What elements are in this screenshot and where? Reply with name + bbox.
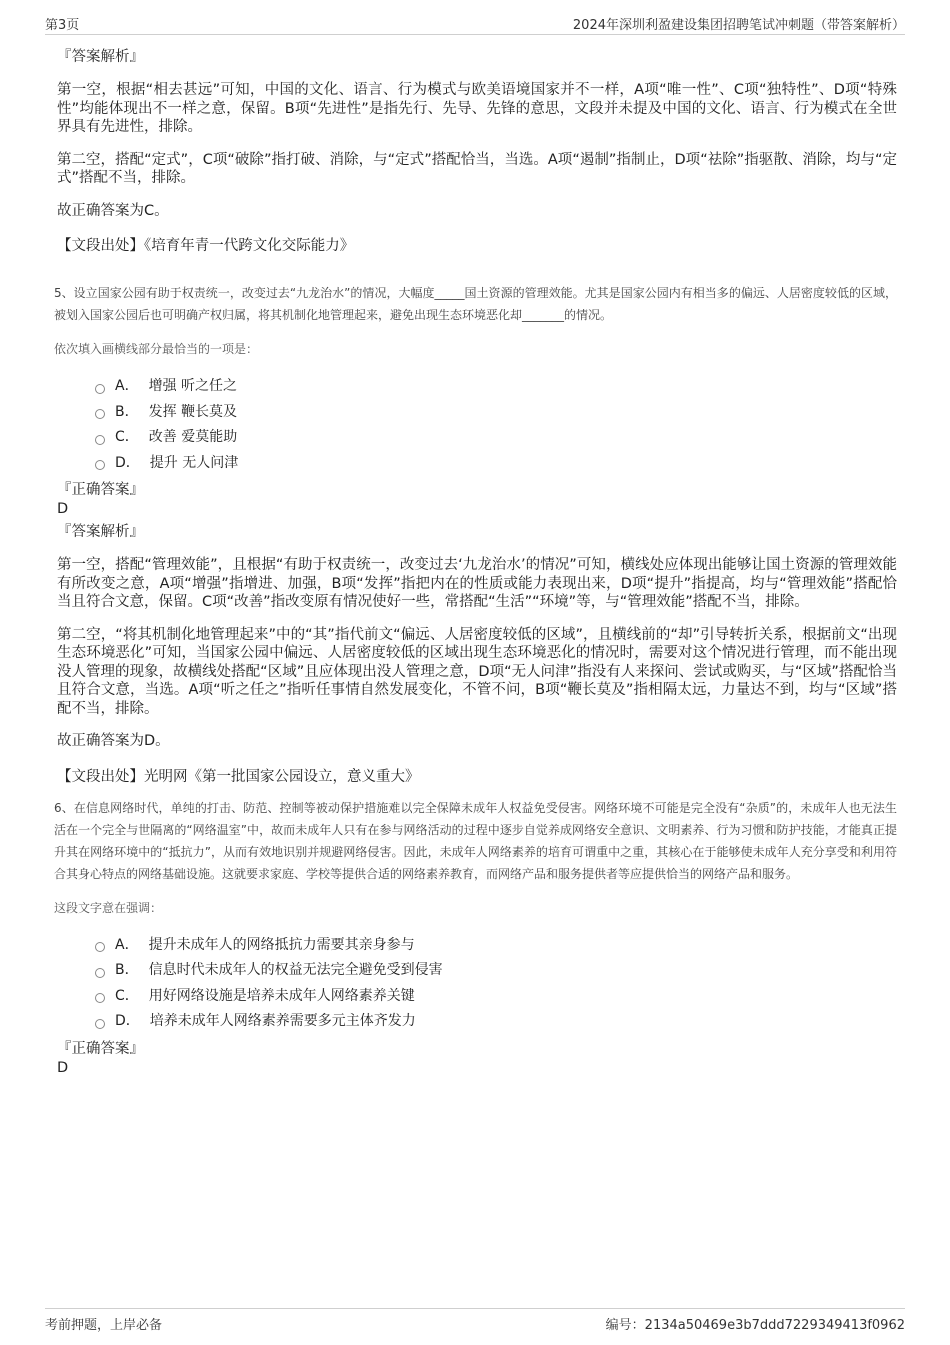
document-title: 2024年深圳利盈建设集团招聘笔试冲刺题（带答案解析） [572,18,905,33]
footer-slogan: 考前押题，上岸必备 [45,1318,163,1333]
prev-question-analysis [57,47,897,256]
option-text: 培养未成年人网络素养需要多元主体齐发力 [149,1013,416,1029]
answer-tag: 『正确答案』 [57,1040,144,1057]
option-list [95,374,897,476]
option-text: 提升未成年人的网络抵抗力需要其亲身参与 [148,936,415,953]
question-text: 5、设立国家公园有助于权责统一，改变过去“九龙治水”的情况，大幅度_____国土资源的管理效能。尤其是国家公园内有相当多的偏远、人居密度较低的区域，被划入国家公园后也可明确产权归属，将其机制化地管理起来，避免出现生态环境恶化却_______的情况。 [54,286,897,322]
correct-answer: D [57,501,69,517]
radio-icon[interactable] [95,435,105,445]
option-key: B． [115,403,139,420]
option-key: D． [115,454,140,471]
option-list [95,933,897,1035]
source-citation: 【文段出处】《培育年青一代跨文化交际能力》 [57,238,355,254]
radio-icon[interactable] [95,384,105,394]
analysis-paragraph: 第一空，搭配“管理效能”，且根据“有助于权责统一，改变过去‘九龙治水’的情况”可知，横线处应体现出能够让国土资源的管理效能有所改变之意，A项“增强”指增进、加强，B项“发挥”指把内在的性质或能力表现出来，D项“提升”指提高，均与“管理效能”搭配恰当且符合文意，保留。C项“改善”指改变原有情况使好一些，常搭配“生活”“环境”等，与“管理效能”搭配不当，排除。 [57,557,897,610]
option-key: C． [115,429,139,445]
radio-icon[interactable] [95,968,105,978]
option-key: B． [115,962,139,978]
option-key: D． [115,1013,140,1029]
radio-icon[interactable] [95,942,105,952]
analysis-tag: 『答案解析』 [57,49,144,65]
option-key: A． [115,378,139,394]
question-text: 6、在信息网络时代，单纯的打击、防范、控制等被动保护措施难以完全保障未成年人权益免受侵害。网络环境不可能是完全没有“杂质”的，未成年人也无法生活在一个完全与世隔离的“网络温室”中，故而未成年人只有在参与网络活动的过程中逐步自觉养成网络安全意识、文明素养、行为习惯和防护技能，才能真正提升其在网络环境中的“抵抗力”，从而有效地识别并规避网络侵害。因此，未成年人网络素养的培育可谓重中之重，其核心在于能够使未成年人充分享受和利用符合其身心特点的网络基础设施。这就要求家庭、学校等提供合适的网络素养教育，而网络产品和服务提供者等应提供恰当的网络产品和服务。 [54,800,897,881]
radio-icon[interactable] [95,460,105,470]
page-footer [45,1308,905,1333]
option-key: C． [115,987,139,1004]
analysis-conclusion: 故正确答案为C。 [57,202,169,219]
option-text: 提升 无人问津 [149,454,239,471]
page-number: 第3页 [45,18,80,33]
radio-icon[interactable] [95,1019,105,1029]
option-b[interactable] [95,958,897,984]
correct-answer: D [57,1059,69,1076]
page-content [54,44,897,1077]
option-text: 发挥 鞭长莫及 [148,403,238,420]
option-d[interactable] [95,451,897,477]
option-d[interactable] [95,1009,897,1035]
analysis-paragraph: 第二空，“将其机制化地管理起来”中的“其”指代前文“偏远、人居密度较低的区域”，且横线前的“却”引导转折关系，根据前文“出现生态环境恶化”可知，当国家公园中偏远、人居密度较低的区域出现生态环境恶化的情况时，需要对这个情况进行管理，而不能出现没人管理的现象，故横线处搭配“区域”且应体现出没人管理之意，D项“无人问津”指没有人来探问、尝试或购买，与“区域”搭配恰当且符合文意，当选。A项“听之任之”指听任事情自然发展变化，不管不问，B项“鞭长莫及”指相隔太远，力量达不到，均与“区域”搭配不当，排除。 [57,626,897,717]
document-id: 编号：2134a50469e3b7ddd7229349413f0962 [605,1318,905,1333]
analysis-paragraph: 第二空，搭配“定式”，C项“破除”指打破、消除，与“定式”搭配恰当，当选。A项“遏制”指制止，D项“祛除”指驱散、消除，均与“定式”搭配不当，排除。 [57,151,897,186]
source-citation: 【文段出处】光明网《第一批国家公园设立，意义重大》 [57,768,420,785]
option-a[interactable] [95,933,897,959]
option-c[interactable] [95,984,897,1010]
option-text: 改善 爱莫能助 [148,429,238,445]
option-key: A． [115,936,139,953]
radio-icon[interactable] [95,409,105,419]
page-header [45,12,905,35]
option-text: 增强 听之任之 [148,378,238,394]
option-text: 用好网络设施是培养未成年人网络素养关键 [148,987,415,1004]
question-prompt: 依次填入画横线部分最恰当的一项是： [54,342,259,356]
question-5 [54,282,897,787]
radio-icon[interactable] [95,993,105,1003]
answer-tag: 『正确答案』 [57,482,144,498]
analysis-tag: 『答案解析』 [57,524,144,540]
question-prompt: 这段文字意在强调： [54,900,163,915]
question-6 [54,797,897,1077]
option-b[interactable] [95,400,897,426]
analysis-paragraph: 第一空，根据“相去甚远”可知，中国的文化、语言、行为模式与欧美语境国家并不一样，A项“唯一性”、C项“独特性”、D项“特殊性”均能体现出不一样之意，保留。B项“先进性”是指先行、先导、先锋的意思，文段并未提及中国的文化、语言、行为模式在全世界具有先进性，排除。 [57,82,897,135]
analysis-conclusion: 故正确答案为D。 [57,733,170,749]
option-c[interactable] [95,425,897,451]
option-a[interactable] [95,374,897,400]
option-text: 信息时代未成年人的权益无法完全避免受到侵害 [148,962,443,978]
